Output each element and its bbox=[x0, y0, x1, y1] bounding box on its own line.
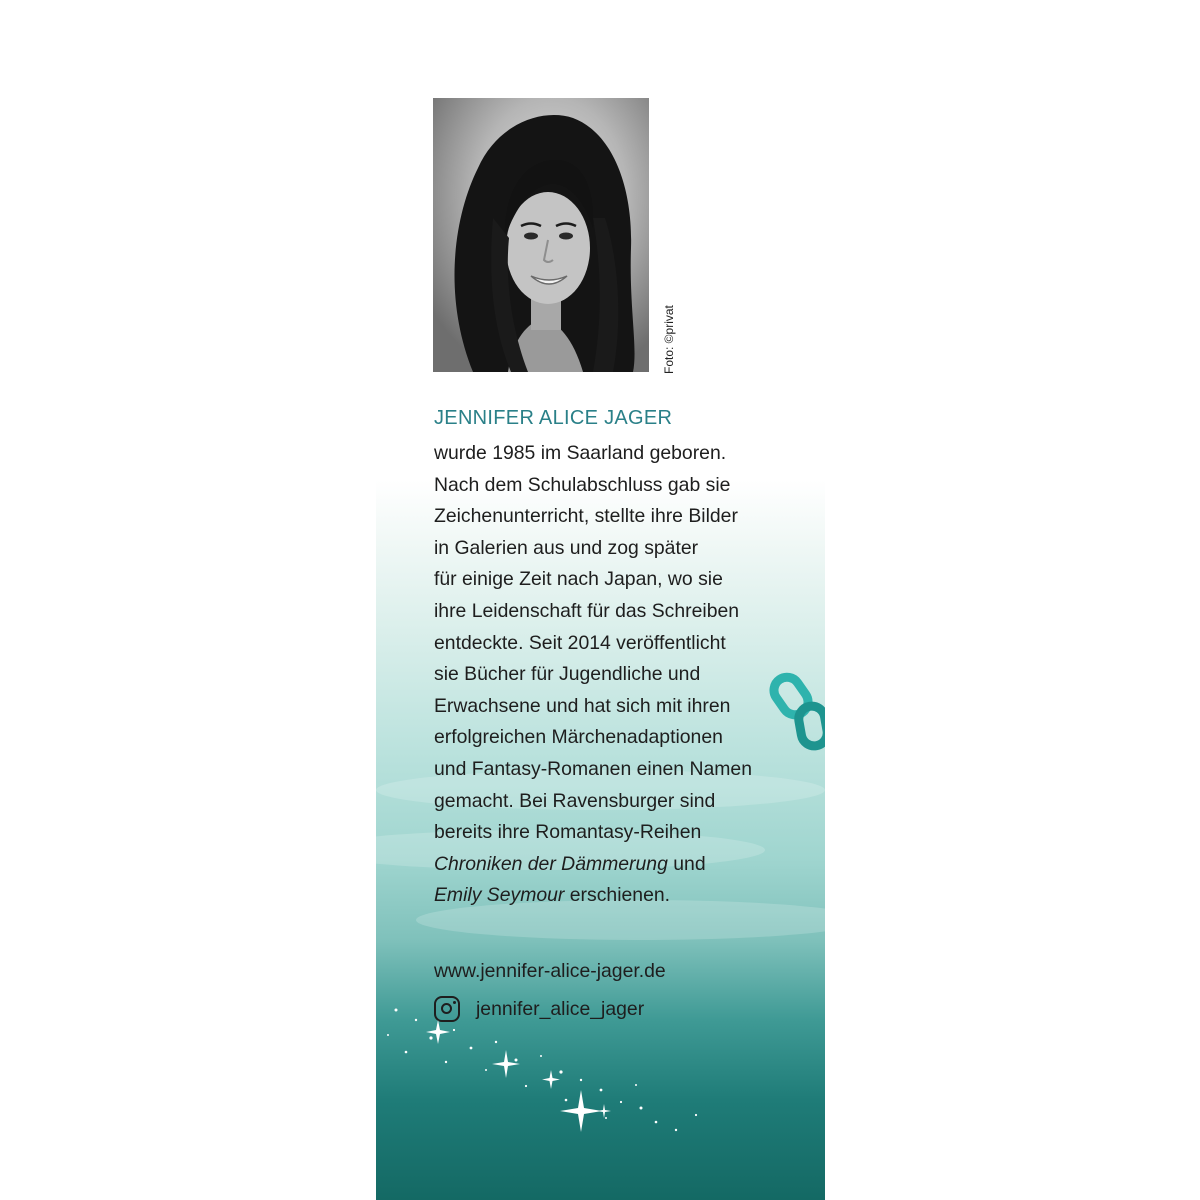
bio-line: bereits ihre Romantasy-Reihen bbox=[434, 821, 702, 844]
bio-line: erfolgreichen Märchenadaptionen bbox=[434, 726, 723, 749]
bio-line bbox=[434, 849, 814, 881]
sparkles-decoration bbox=[376, 990, 825, 1200]
bio-line: und Fantasy-Romanen einen Namen bbox=[434, 757, 752, 780]
bio-line: wurde 1985 im Saarland geboren. bbox=[434, 442, 727, 464]
bio-line: Erwachsene und hat sich mit ihren bbox=[434, 694, 731, 717]
author-portrait-icon bbox=[433, 98, 649, 372]
bio-line: entdeckte. Seit 2014 veröffentlicht bbox=[434, 631, 726, 654]
author-photo bbox=[433, 98, 649, 372]
author-bio bbox=[434, 438, 814, 912]
bio-line bbox=[434, 880, 814, 912]
bio-line: sie Bücher für Jugendliche und bbox=[434, 663, 701, 686]
bio-line: Nach dem Schulabschluss gab sie bbox=[434, 473, 731, 496]
bio-text: und bbox=[667, 852, 706, 875]
author-name: JENNIFER ALICE JAGER bbox=[434, 407, 673, 429]
bio-line: gemacht. Bei Ravensburger sind bbox=[434, 789, 716, 812]
bio-line: Zeichenunterricht, stellte ihre Bilder bbox=[434, 505, 738, 528]
book-flap bbox=[376, 0, 825, 1200]
series-title-emily-seymour: Emily Seymour bbox=[434, 884, 565, 907]
photo-credit: Foto: ©privat bbox=[662, 305, 676, 374]
bio-line: ihre Leidenschaft für das Schreiben bbox=[434, 599, 740, 622]
bio-line: für einige Zeit nach Japan, wo sie bbox=[434, 568, 723, 591]
instagram-handle-text: jennifer_alice_jager bbox=[476, 997, 645, 1020]
bio-text: erschienen. bbox=[564, 884, 671, 907]
website-link[interactable]: www.jennifer-alice-jager.de bbox=[434, 960, 666, 982]
chain-link-icon bbox=[764, 672, 825, 752]
series-title-chroniken: Chroniken der Dämmerung bbox=[434, 852, 668, 875]
bio-line: in Galerien aus und zog später bbox=[434, 536, 699, 559]
